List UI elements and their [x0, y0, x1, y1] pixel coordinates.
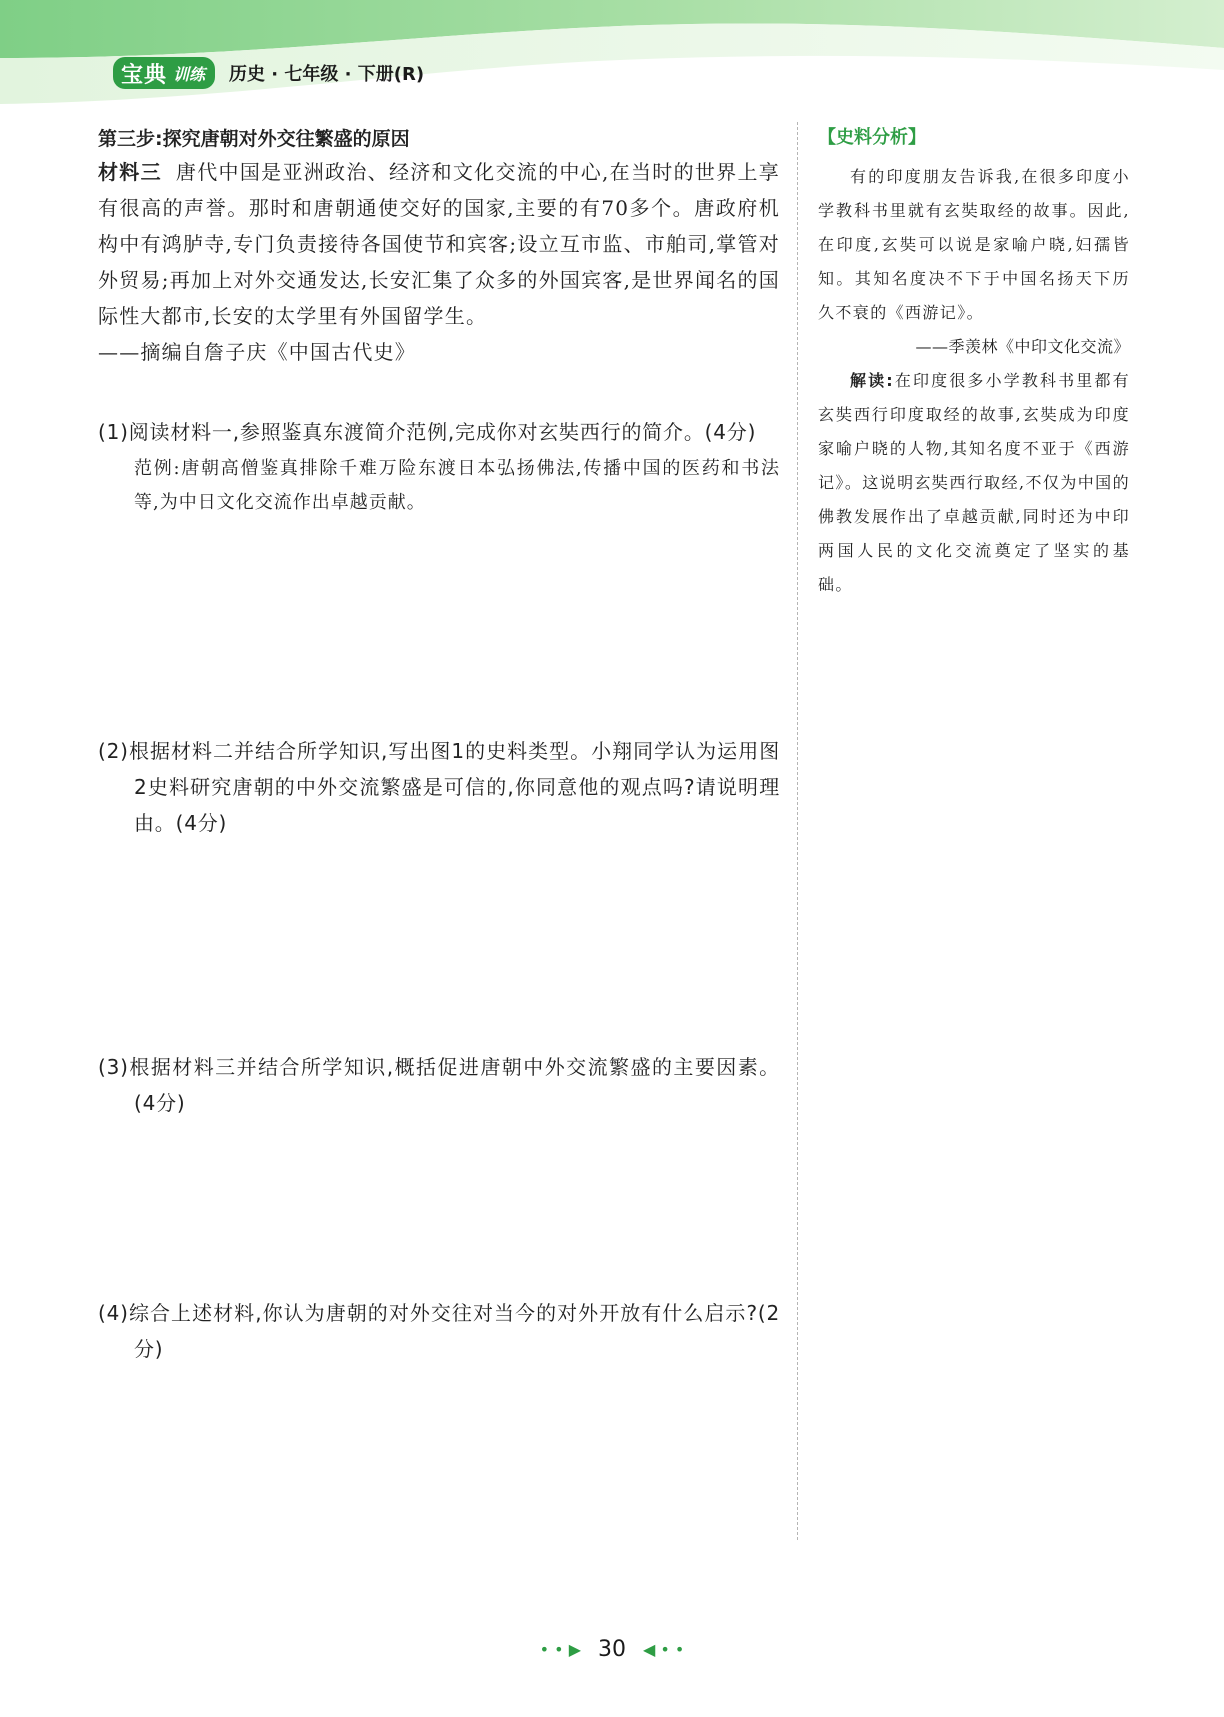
- sidebar-analysis: [818, 124, 1130, 602]
- step-title: 第三步:探究唐朝对外交往繁盛的原因: [98, 128, 410, 150]
- question-1-example: 范例:唐朝高僧鉴真排除千难万险东渡日本弘扬佛法,传播中国的医药和书法等,为中日文化交流作出卓越贡献。: [134, 458, 780, 513]
- main-column: [98, 124, 780, 1361]
- question-2-number: (2): [98, 739, 129, 763]
- sidebar-interpretation: [818, 364, 1130, 602]
- page-number: 30: [598, 1637, 626, 1662]
- question-4-text: [98, 1295, 780, 1367]
- material-block: [98, 154, 780, 370]
- brand-header: [113, 56, 424, 90]
- question-4: [98, 1295, 780, 1367]
- brand-main: 宝典: [121, 62, 168, 88]
- question-1-body: 阅读材料一,参照鉴真东渡简介范例,完成你对玄奘西行的简介。(4分): [128, 420, 757, 444]
- column-divider: [797, 122, 798, 1540]
- question-2: [98, 733, 780, 841]
- sidebar-source: ——季羡林《中印文化交流》: [915, 337, 1130, 356]
- question-2-text: [98, 733, 780, 841]
- sidebar-interp-text: 在印度很多小学教科书里都有玄奘西行印度取经的故事,玄奘成为印度家喻户晓的人物,其知名度不亚于《西游记》。这说明玄奘西行取经,不仅为中国的佛教发展作出了卓越贡献,同时还为中印两国人民的文化交流奠定了坚实的基础。: [818, 371, 1130, 594]
- brand-sub: 训练: [173, 64, 206, 84]
- left-arrow-decoration-icon: • • ▶: [539, 1640, 581, 1659]
- header-band: [0, 0, 1224, 110]
- question-4-body: 综合上述材料,你认为唐朝的对外交往对当今的对外开放有什么启示?(2分): [128, 1301, 780, 1361]
- question-3-text: [98, 1049, 780, 1121]
- course-title: 历史 · 七年级 · 下册(R): [229, 64, 425, 85]
- material-label: 材料三: [98, 160, 162, 184]
- question-1-text: [98, 414, 780, 450]
- material-paragraph: [98, 154, 780, 334]
- sidebar-title: 【史料分析】: [818, 127, 926, 148]
- question-3: [98, 1049, 780, 1121]
- page-footer: [0, 1632, 1224, 1668]
- header-wave-decoration: [0, 0, 1224, 110]
- question-2-body: 根据材料二并结合所学知识,写出图1的史料类型。小翔同学认为运用图2史料研究唐朝的中外交流繁盛是可信的,你同意他的观点吗?请说明理由。(4分): [128, 739, 780, 835]
- question-1-number: (1): [98, 420, 129, 444]
- question-4-number: (4): [98, 1301, 129, 1325]
- brand-logo: [113, 57, 215, 89]
- question-3-body: 根据材料三并结合所学知识,概括促进唐朝中外交流繁盛的主要因素。(4分): [128, 1055, 780, 1115]
- material-text: 唐代中国是亚洲政治、经济和文化交流的中心,在当时的世界上享有很高的声誉。那时和唐朝通使交好的国家,主要的有70多个。唐政府机构中有鸿胪寺,专门负责接待各国使节和宾客;设立互市监、市舶司,掌管对外贸易;再加上对外交通发达,长安汇集了众多的外国宾客,是世界闻名的国际性大都市,长安的太学里有外国留学生。: [98, 160, 780, 328]
- question-3-number: (3): [98, 1055, 129, 1079]
- question-1: [98, 414, 780, 520]
- right-arrow-decoration-icon: ◀ • •: [643, 1640, 685, 1659]
- material-source: ——摘编自詹子庆《中国古代史》: [98, 340, 416, 364]
- sidebar-body: 有的印度朋友告诉我,在很多印度小学教科书里就有玄奘取经的故事。因此,在印度,玄奘可以说是家喻户晓,妇孺皆知。其知名度决不下于中国名扬天下历久不衰的《西游记》。: [818, 167, 1130, 322]
- sidebar-interp-label: 解读:: [850, 371, 895, 390]
